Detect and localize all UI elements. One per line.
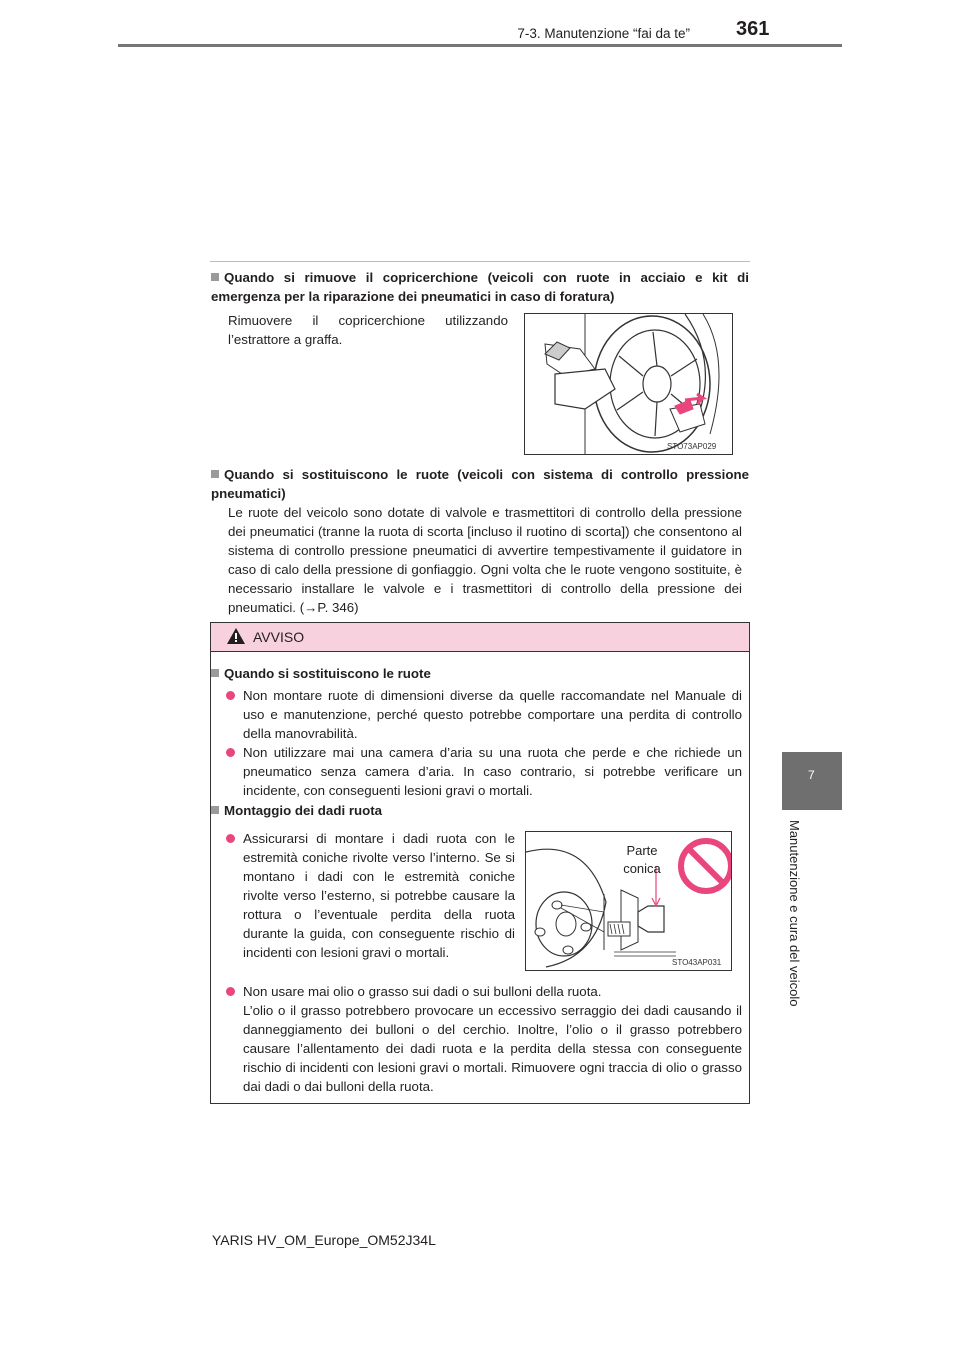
square-bullet-icon	[211, 669, 219, 677]
header-section-title: 7-3. Manutenzione “fai da te”	[517, 26, 690, 41]
square-bullet-icon	[211, 470, 219, 478]
warning-sub2-bullet: Assicurarsi di montare i dadi ruota con le estremità coniche rivolte verso l’interno. Se si montano i dadi con le estremità coniche rivolte verso l’esterno, si potrebbe causare la rottura o l’eventuale perdita della ruota durante la guida, con conseguente rischio di incidenti con lesioni gravi o mortali.	[226, 829, 516, 959]
wheel-cover-figure	[524, 313, 733, 455]
pink-bullet-icon	[226, 691, 235, 700]
warning-sub2-bullet: Non usare mai olio o grasso sui dadi o sui bulloni della ruota.	[226, 982, 742, 1004]
section1-text: Rimuovere il copricerchione utilizzando l’estrattore a graffa.	[228, 313, 508, 347]
chapter-label: Manutenzione e cura del veicolo	[787, 820, 802, 1007]
warning-title: AVVISO	[253, 629, 305, 645]
footer-doc-id: YARIS HV_OM_Europe_OM52J34L	[212, 1232, 436, 1248]
section2-text: Le ruote del veicolo sono dotate di valvole e trasmettitori di controllo della pressione dei pneumatici (tranne la ruota di scorta [incluso il ruotino di scorta]) che consentono al sistema di controllo pressione pneumatici di avvertire tempestivamente il guidatore in caso di calo della pressione di gonfiaggio. Ogni volta che le ruote vengono sostituite, è necessario installare le valvole e i trasmettitori di controllo della pressione dei pneumatici. (→P. 346)	[228, 505, 742, 615]
warning-sub1-bullet: Non montare ruote di dimensioni diverse da quelle raccomandate nel Manuale di uso e manutenzione, perché questo potrebbe comportare una perdita di controllo della manovrabilità.	[226, 686, 742, 746]
figure-code: STO73AP029	[667, 442, 717, 451]
figure-code: STO43AP031	[672, 958, 722, 967]
section2-heading: Quando si sostituiscono le ruote (veicoli con sistema di controllo pressione pneumatici)	[211, 467, 749, 501]
header-rule	[118, 44, 842, 47]
warning-sub1-bullet: Non utilizzare mai una camera d’aria su una ruota che perde e che richiede un pneumatico senza camera d’aria. In caso contrario, si potrebbe verificare un incidente, con conseguenti lesioni gravi o mortali.	[226, 743, 742, 803]
tapered-part-label: Parte conica	[623, 843, 661, 876]
page-number: 361	[736, 18, 770, 40]
square-bullet-icon	[211, 273, 219, 281]
warning-sub1-heading: Quando si sostituiscono le ruote	[211, 664, 731, 683]
section-rule	[210, 261, 750, 262]
warning-sub2-continuation: L’olio o il grasso potrebbero provocare un eccessivo serraggio dei dadi causando il danneggiamento dei bulloni o del cerchio. Inoltre, l’olio o il grasso potrebbero causare l’allentamento dei dadi ruota e la perdita della stessa con conseguente rischio di incidenti con lesioni gravi o mortali. Rimuovere ogni traccia di olio o grasso dai dadi o dai bulloni della ruota.	[243, 1003, 742, 1094]
wheel-cover-removal-illustration	[525, 314, 732, 454]
pink-bullet-icon	[226, 834, 235, 843]
chapter-label-container	[770, 820, 820, 1007]
section1-heading: Quando si rimuove il copricerchione (veicoli con ruote in acciaio e kit di emergenza per la riparazione dei pneumatici in caso di foratura)	[211, 270, 749, 304]
square-bullet-icon	[211, 806, 219, 814]
warning-sub2-heading: Montaggio dei dadi ruota	[211, 801, 731, 820]
warning-triangle-icon	[226, 627, 246, 645]
chapter-tab-number: 7	[808, 768, 815, 782]
wheel-nut-figure	[525, 831, 732, 971]
pink-bullet-icon	[226, 987, 235, 996]
pink-bullet-icon	[226, 748, 235, 757]
